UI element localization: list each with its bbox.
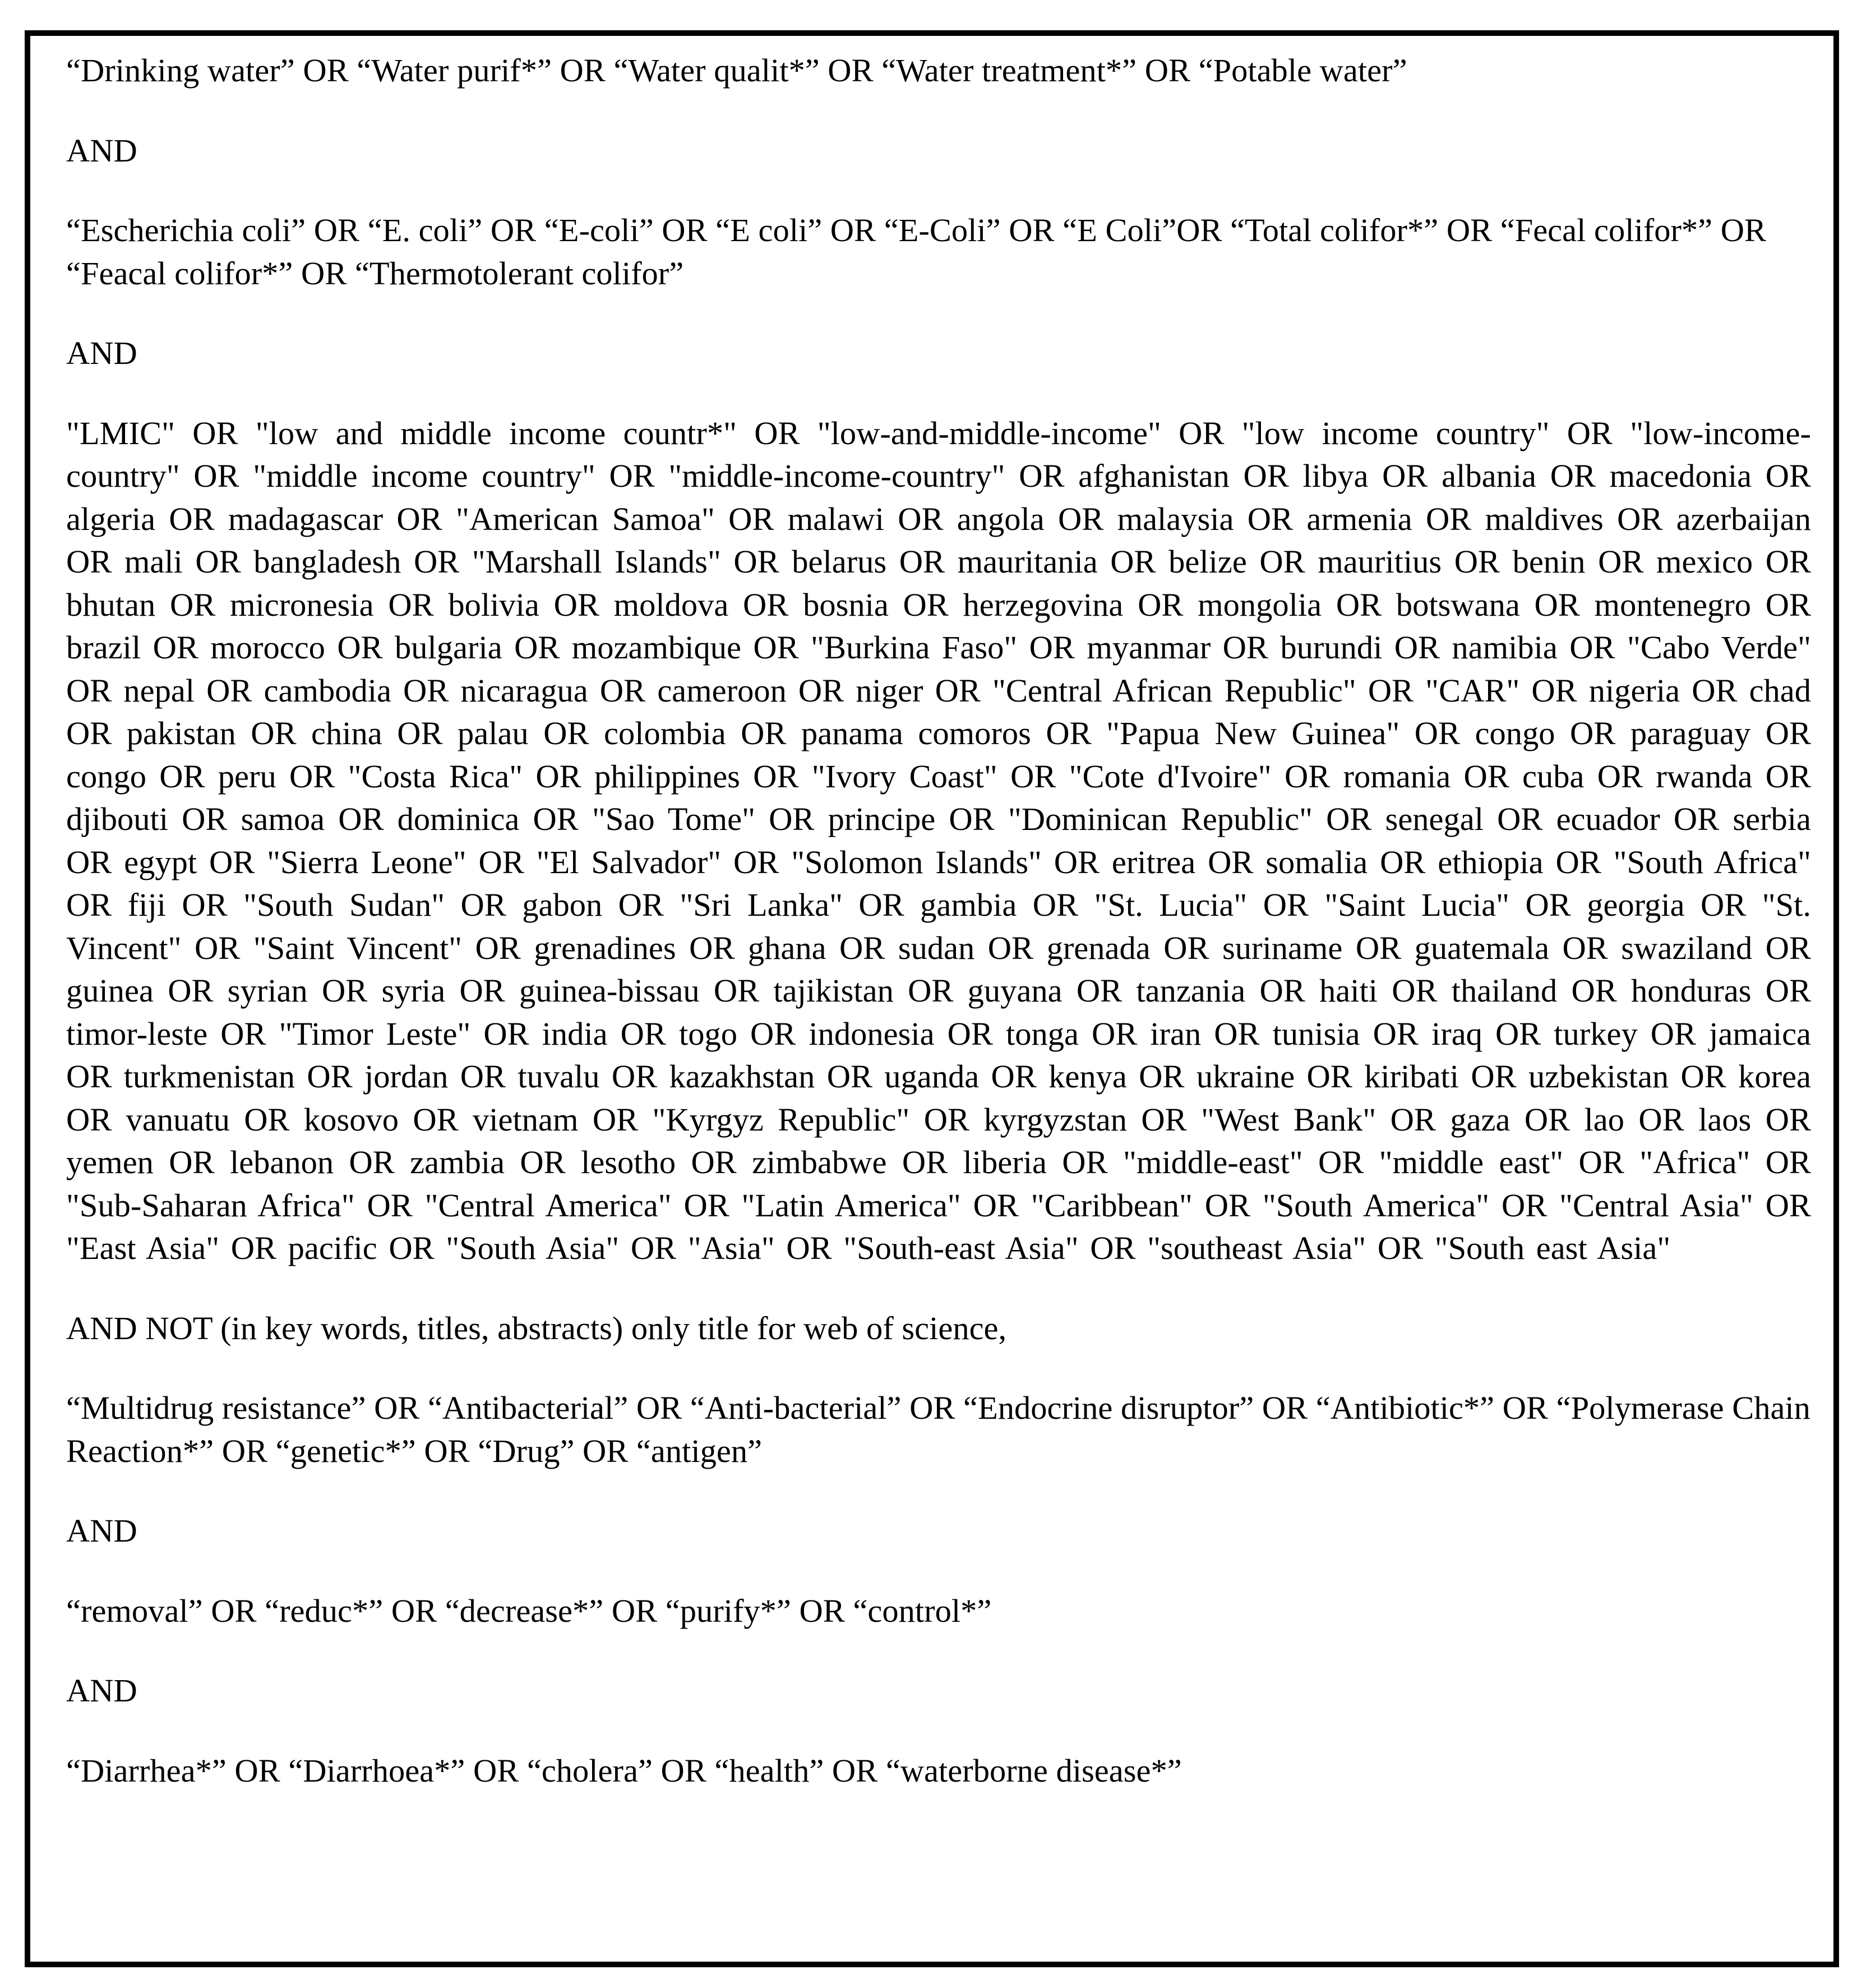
lmic-country-terms: "LMIC" OR "low and middle income countr*" OR "low-and-middle-income" OR "low income country" OR "low-income-country" OR "middle income country" OR "middle-income-country" OR afghanistan OR libya OR albania OR macedonia OR algeria OR madagascar OR "American Samoa" OR malawi OR angola OR malaysia OR armenia OR maldives OR azerbaijan OR mali OR bangladesh OR "Marshall Islands" OR belarus OR mauritania OR belize OR mauritius OR benin OR mexico OR bhutan OR micronesia OR bolivia OR moldova OR bosnia OR herzegovina OR mongolia OR botswana OR montenegro OR brazil OR morocco OR bulgaria OR mozambique OR "Burkina Faso" OR myanmar OR burundi OR namibia OR "Cabo Verde" OR nepal OR cambodia OR nicaragua OR cameroon OR niger OR "Central African Republic" OR "CAR" OR nigeria OR chad OR pakistan OR china OR palau OR colombia OR panama comoros OR "Papua New Guinea" OR congo OR paraguay OR congo OR peru OR "Costa Rica" OR philippines OR "Ivory Coast" OR "Cote d'Ivoire" OR romania OR cuba OR rwanda OR djibouti OR samoa OR dominica OR "Sao Tome" OR principe OR "Dominican Republic" OR senegal OR ecuador OR serbia OR egypt OR "Sierra Leone" OR "El Salvador" OR "Solomon Islands" OR eritrea OR somalia OR ethiopia OR "South Africa" OR fiji OR "South Sudan" OR gabon OR "Sri Lanka" OR gambia OR "St. Lucia" OR "Saint Lucia" OR georgia OR "St. Vincent" OR "Saint Vincent" OR grenadines OR ghana OR sudan OR grenada OR suriname OR guatemala OR swaziland OR guinea OR syrian OR syria OR guinea-bissau OR tajikistan OR guyana OR tanzania OR haiti OR thailand OR honduras OR timor-leste OR "Timor Leste" OR india OR togo OR indonesia OR tonga OR iran OR tunisia OR iraq OR turkey OR jamaica OR turkmenistan OR jordan OR tuvalu OR kazakhstan OR uganda OR kenya OR ukraine OR kiribati OR uzbekistan OR korea OR vanuatu OR kosovo OR vietnam OR "Kyrgyz Republic" OR kyrgyzstan OR "West Bank" OR gaza OR lao OR laos OR yemen OR lebanon OR zambia OR lesotho OR zimbabwe OR liberia OR "middle-east" OR "middle east" OR "Africa" OR "Sub-Saharan Africa" OR "Central America" OR "Latin America" OR "Caribbean" OR "South America" OR "Central Asia" OR "East Asia" OR pacific OR "South Asia" OR "Asia" OR "South-east Asia" OR "southeast Asia" OR "South east Asia": [66, 414, 1811, 1266]
search-strategy-box: [25, 30, 1839, 1967]
search-strategy-content: [66, 49, 1811, 1792]
and-operator: AND: [66, 1512, 137, 1549]
and-operator: AND: [66, 335, 137, 371]
and-operator: AND: [66, 1672, 137, 1709]
ecoli-terms: “Escherichia coli” OR “E. coli” OR “E-coli” OR “E coli” OR “E-Coli” OR “E Coli”OR “Total colifor*” OR “Fecal colifor*” OR “Feacal colifor*” OR “Thermotolerant colifor”: [66, 212, 1767, 292]
health-outcome-terms: “Diarrhea*” OR “Diarrhoea*” OR “cholera” OR “health” OR “waterborne disease*”: [66, 1752, 1182, 1789]
and-not-operator: AND NOT (in key words, titles, abstracts) only title for web of science,: [66, 1309, 1007, 1346]
exclusion-terms: “Multidrug resistance” OR “Antibacterial” OR “Anti-bacterial” OR “Endocrine disruptor” OR “Antibiotic*” OR “Polymerase Chain Reaction*” OR “genetic*” OR “Drug” OR “antigen”: [66, 1390, 1810, 1469]
drinking-water-terms: “Drinking water” OR “Water purif*” OR “Water qualit*” OR “Water treatment*” OR “Potable water”: [66, 52, 1407, 89]
and-operator: AND: [66, 132, 137, 169]
removal-terms: “removal” OR “reduc*” OR “decrease*” OR “purify*” OR “control*”: [66, 1592, 992, 1629]
